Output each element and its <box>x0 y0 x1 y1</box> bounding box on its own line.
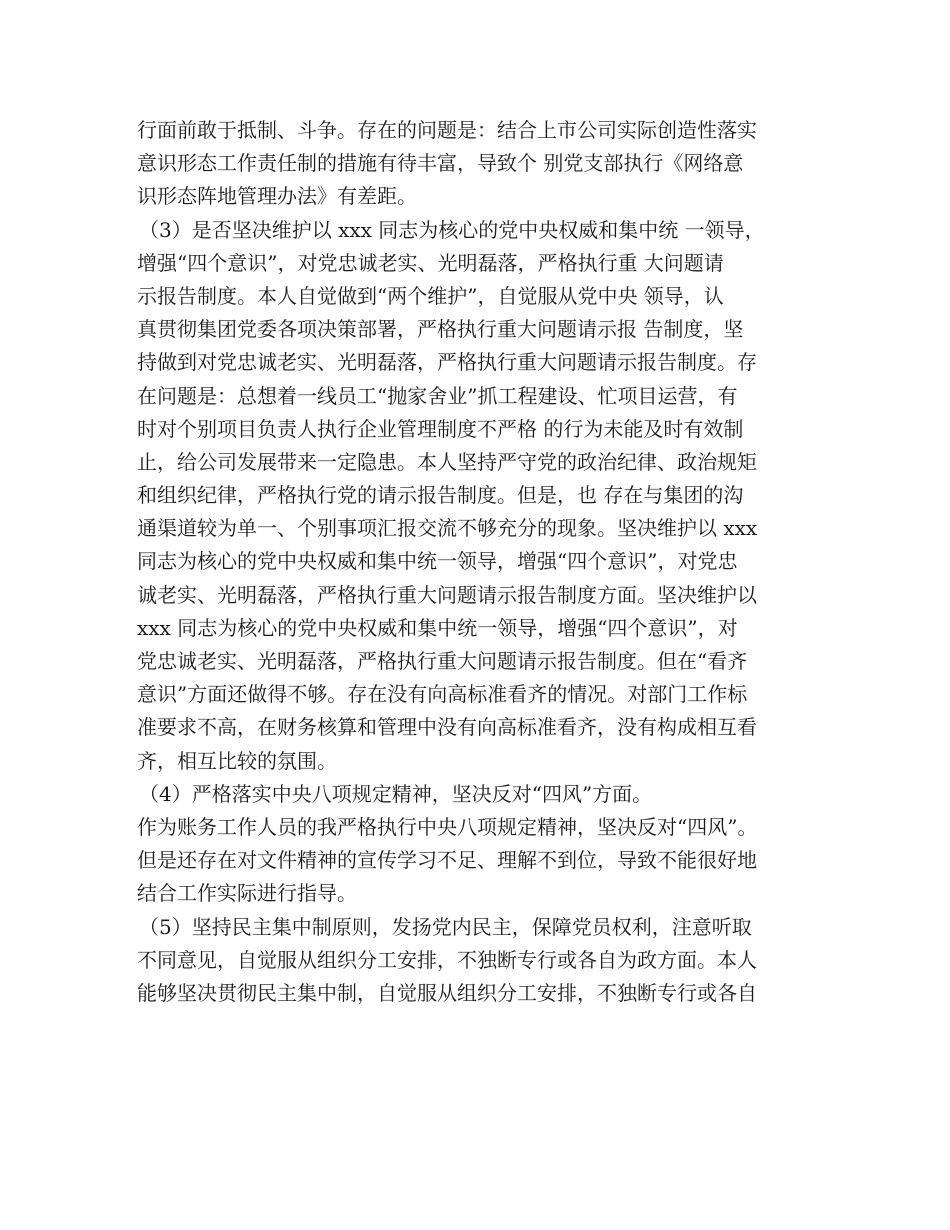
text-line: 同志为核心的党中央权威和集中统一领导，增强“四个意识”，对党忠 <box>137 549 738 574</box>
text-line: 党忠诚老实、光明磊落，严格执行重大问题请示报告制度。但在“看齐 <box>137 649 748 673</box>
text-line: 准要求不高，在财务核算和管理中没有向高标准看齐，没有构成相互看 <box>137 715 757 740</box>
text-line: 诚老实、光明磊落，严格执行重大问题请示报告制度方面。坚决维护以 <box>137 582 757 607</box>
text-line: 示报告制度。本人自觉做到“两个维护”，自觉服从党中央 领导，认 <box>137 283 724 308</box>
text-line: 持做到对党忠诚老实、光明磊落，严格执行重大问题请示报告制度。存 <box>137 350 757 375</box>
text-line: 时对个别项目负责人执行企业管理制度不严格 的行为未能及时有效制 <box>137 416 744 441</box>
text-line: 齐，相互比较的氛围。 <box>137 748 337 773</box>
text-line: 止，给公司发展带来一定隐患。本人坚持严守党的政治纪律、政治规矩 <box>137 449 757 474</box>
text-line: 不同意见，自觉服从组织分工安排，不独断专行或各自为政方面。本人 <box>137 947 757 972</box>
text-line: 意识”方面还做得不够。存在没有向高标准看齐的情况。对部门工作标 <box>137 682 748 707</box>
text-line: 真贯彻集团党委各项决策部署，严格执行重大问题请示报 告制度，坚 <box>137 317 744 342</box>
text-line: 但是还存在对文件精神的宣传学习不足、理解不到位，导致不能很好地 <box>137 848 757 873</box>
text-line: 能够坚决贯彻民主集中制，自觉服从组织分工安排，不独断专行或各自 <box>137 980 757 1005</box>
body-text <box>137 114 827 1010</box>
text-line: 行面前敢于抵制、斗争。存在的问题是：结合上市公司实际创造性落实 <box>137 118 757 142</box>
section-3-heading-line: （3）是否坚决维护以 xxx 同志为核心的党中央权威和集中统 一领导， <box>139 217 765 242</box>
text-line: 结合工作实际进行指导。 <box>137 881 357 906</box>
text-line: 和组织纪律，严格执行党的请示报告制度。但是，也 存在与集团的沟 <box>137 483 744 508</box>
text-line: 作为账务工作人员的我严格执行中央八项规定精神，坚决反对“四风”。 <box>137 814 758 839</box>
section-5-heading-line: （5）坚持民主集中制原则，发扬党内民主，保障党员权利，注意听取 <box>139 914 752 939</box>
text-line: 通渠道较为单一、个别事项汇报交流不够充分的现象。坚决维护以 xxx <box>137 516 758 541</box>
text-line: 识形态阵地管理办法》有差距。 <box>137 184 417 209</box>
text-line: 增强“四个意识”，对党忠诚老实、光明磊落，严格执行重 大问题请 <box>137 250 724 275</box>
text-line: 在问题是：总想着一线员工“抛家舍业”抓工程建设、忙项目运营，有 <box>137 383 738 408</box>
section-4-heading-line: （4）严格落实中央八项规定精神，坚决反对“四风”方面。 <box>139 781 653 806</box>
text-line: xxx 同志为核心的党中央权威和集中统一领导，增强“四个意识”，对 <box>137 615 738 640</box>
text-line: 意识形态工作责任制的措施有待丰富，导致个 别党支部执行《网络意 <box>137 151 744 176</box>
